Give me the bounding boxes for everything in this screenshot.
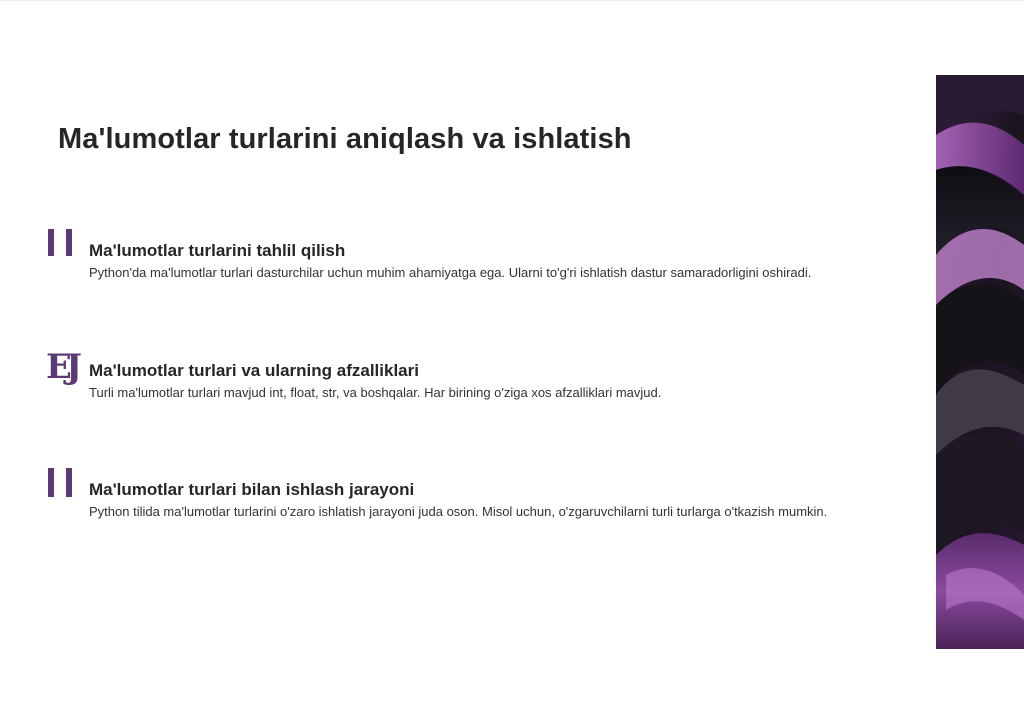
item-heading: Ma'lumotlar turlarini tahlil qilish bbox=[89, 241, 346, 260]
slide-title: Ma'lumotlar turlarini aniqlash va ishlatish bbox=[58, 123, 632, 155]
double-bar-icon bbox=[44, 467, 88, 507]
item-heading: Ma'lumotlar turlari bilan ishlash jarayoni bbox=[89, 480, 415, 499]
item-text: Turli ma'lumotlar turlari mavjud int, float, str, va boshqalar. Har birining o'ziga xos afzalliklari mavjud. bbox=[89, 385, 662, 400]
item-text: Python'da ma'lumotlar turlari dasturchilar uchun muhim ahamiyatga ega. Ularni to'g'ri ishlatish dastur samaradorligini oshiradi. bbox=[89, 265, 812, 280]
item-text: Python tilida ma'lumotlar turlarini o'zaro ishlatish jarayoni juda oson. Misol uchun, o'zgaruvchilarni turli turlarga o'tkazish mumkin. bbox=[89, 504, 828, 519]
decorative-abstract-image bbox=[936, 75, 1024, 649]
double-bar-icon bbox=[44, 228, 88, 268]
ej-logo-icon bbox=[44, 348, 88, 388]
ej-logo-icon-glyph: EJ bbox=[46, 348, 77, 387]
item-heading: Ma'lumotlar turlari va ularning afzalliklari bbox=[89, 361, 419, 380]
